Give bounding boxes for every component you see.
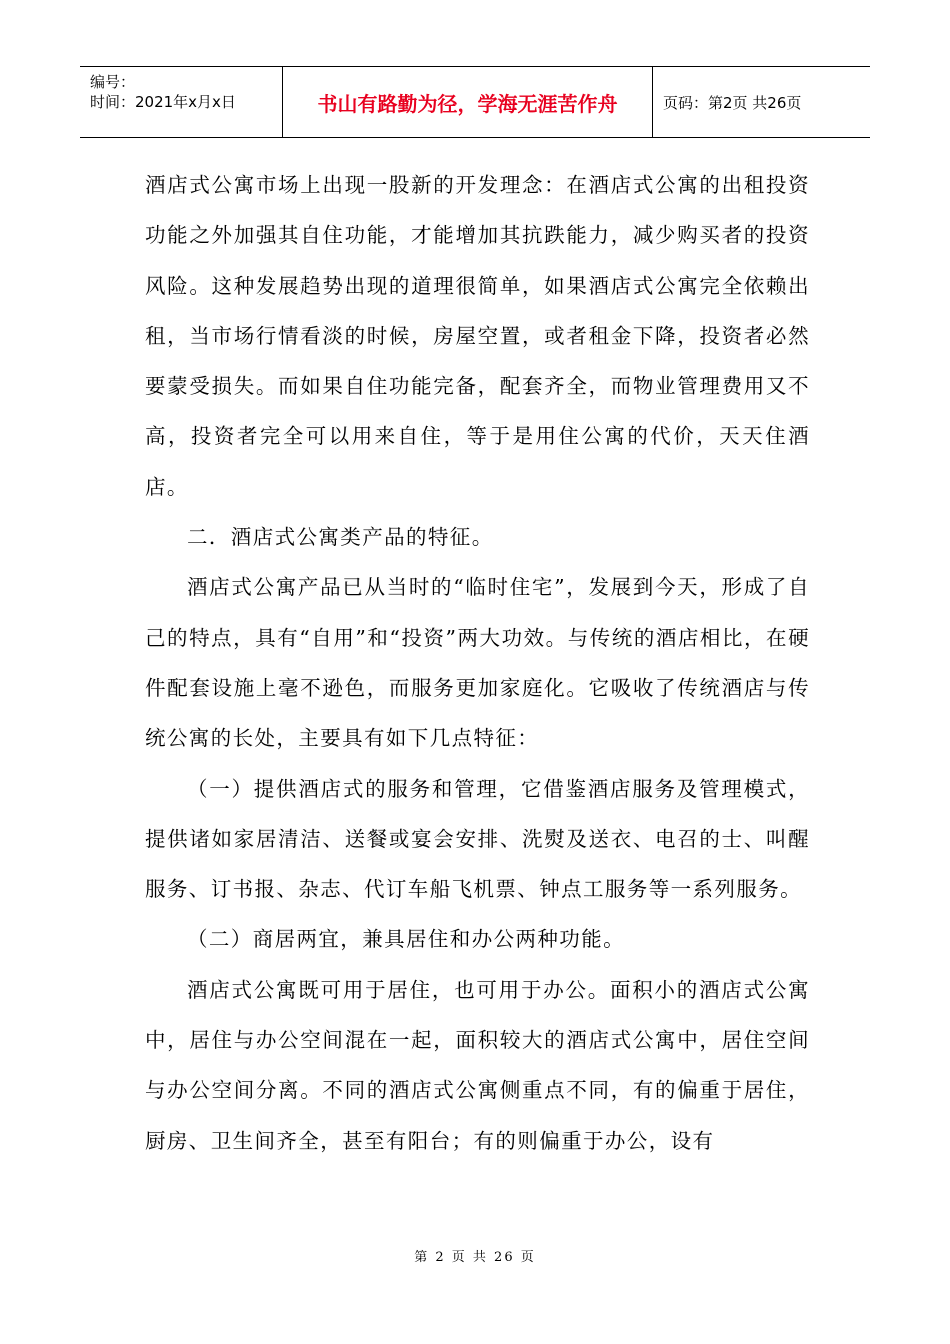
- document-time-label: 时间：2021年x月x日: [90, 93, 236, 111]
- document-number-label: 编号：: [90, 73, 136, 91]
- document-body: [145, 160, 810, 1166]
- header-meta: [80, 67, 283, 137]
- section-heading: 二．酒店式公寓类产品的特征。: [187, 525, 494, 550]
- body-paragraph: 酒店式公寓既可用于居住，也可用于办公。面积小的酒店式公寓中，居住与办公空间混在一起，面积较大的酒店式公寓中，居住空间与办公空间分离。不同的酒店式公寓侧重点不同，有的偏重于居住，厨房、卫生间齐全，甚至有阳台；有的则偏重于办公，设有: [145, 977, 810, 1153]
- page-footer: 第 2 页 共 26 页: [414, 1250, 536, 1265]
- body-paragraph: 酒店式公寓市场上出现一股新的开发理念：在酒店式公寓的出租投资功能之外加强其自住功能，才能增加其抗跌能力，减少购买者的投资风险。这种发展趋势出现的道理很简单，如果酒店式公寓完全依赖出租，当市场行情看淡的时候，房屋空置，或者租金下降，投资者必然要蒙受损失。而如果自住功能完备，配套齐全，而物业管理费用又不高，投资者完全可以用来自住，等于是用住公寓的代价，天天住酒店。: [145, 173, 810, 499]
- body-paragraph: （二）商居两宜，兼具居住和办公两种功能。: [187, 927, 625, 952]
- body-paragraph: 酒店式公寓产品已从当时的“临时住宅”，发展到今天，形成了自己的特点，具有“自用”和“投资”两大功效。与传统的酒店相比，在硬件配套设施上毫不逊色，而服务更加家庭化。它吸收了传统酒店与传统公寓的长处，主要具有如下几点特征：: [145, 575, 810, 751]
- header-slogan: 书山有路勤为径，学海无涯苦作舟: [283, 67, 653, 137]
- header-page-info: 页码：第2页 共26页: [663, 93, 802, 112]
- page-header: [80, 66, 870, 138]
- body-paragraph: （一）提供酒店式的服务和管理，它借鉴酒店服务及管理模式，提供诸如家居清洁、送餐或宴会安排、洗熨及送衣、电召的士、叫醒服务、订书报、杂志、代订车船飞机票、钟点工服务等一系列服务。: [145, 776, 810, 902]
